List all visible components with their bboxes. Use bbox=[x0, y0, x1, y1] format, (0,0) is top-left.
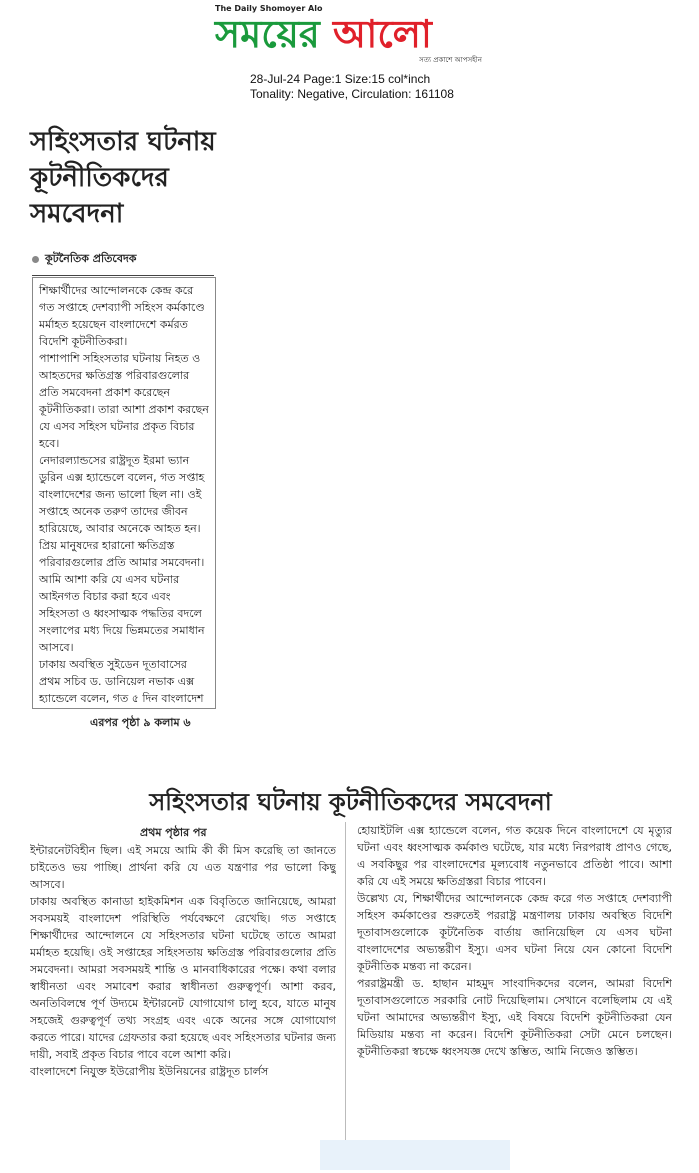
meta-line-2: Tonality: Negative, Circulation: 161108 bbox=[250, 87, 454, 101]
byline bbox=[32, 250, 214, 276]
paragraph: ইন্টারনেটবিহীন ছিল। এই সময়ে আমি কী কী মিস করেছি তা জানতে চাইতেও ভয় পাচ্ছি। প্রার্থনা করি যে এত যন্ত্রণার পর ভালো কিছু আসবে। bbox=[30, 844, 336, 891]
jump-headline: সহিংসতার ঘটনায় কূটনীতিকদের সমবেদনা bbox=[149, 788, 552, 816]
bullet-icon bbox=[32, 256, 39, 263]
byline-text: কূটনৈতিক প্রতিবেদক bbox=[45, 252, 137, 265]
paragraph: ঢাকায় অবস্থিত কানাডা হাইকমিশন এক বিবৃতিতে জানিয়েছে, আমরা সবসময়ই বাংলাদেশ পরিস্থিতি পর্যবেক্ষণে রেখেছি। গত সপ্তাহে শিক্ষার্থীদের আন্দোলনে যে সহিংসতার ঘটনা ঘটেছে তাতে আমরা মর্মাহত হয়েছি। ওই সপ্তাহের সহিংসতায় ক্ষতিগ্রস্ত পরিবারগুলোর প্রতি সমবেদনা। আমরা সবসময়ই শান্তি ও মানবাধিকারের পক্ষে। কথা বলার স্বাধীনতা এবং সমাবেশ করার স্বাধীনতা গুরুত্বপূর্ণ। আশা করব, অনতিবিলম্বে পূর্ণ উদ্যমে ইন্টারনেট যোগাযোগ চালু হবে, যাতে মানুষ সহজেই গুরুত্বপূর্ণ তথ্য সংগ্রহ এবং একে অনের সঙ্গে যোগাযোগ করতে পারে। যাদের গ্রেফতার করা হয়েছে এবং সহিংসতার ঘটনার জন্য দায়ী, সবাই প্রকৃত বিচার পাবে বলে আশা করি। bbox=[30, 895, 336, 1061]
front-article-body bbox=[32, 277, 216, 709]
paragraph: পাশাপাশি সহিংসতার ঘটনায় নিহত ও আহতদের ক্ষতিগ্রস্ত পরিবারগুলোর প্রতি সমবেদনা প্রকাশ করেছেন কূটনীতিকরা। তারা আশা প্রকাশ করছেন যে এসব সহিংস ঘটনার প্রকৃত বিচার হবে। bbox=[39, 352, 209, 450]
column-divider bbox=[345, 822, 346, 1140]
logo-part-green: সময়ের bbox=[215, 12, 320, 56]
paragraph: নেদারল্যান্ডসের রাষ্ট্রদূত ইরমা ভ্যান ডুরিন এক্স হ্যান্ডেলে বলেন, গত সপ্তাহ বাংলাদেশের জন্য ভালো ছিল না। ওই সপ্তাহে অনেক তরুণ তাদের জীবন হারিয়েছে, আবার অনেকে আহত হন। প্রিয় মানুষদের হারানো ক্ষতিগ্রস্ত পরিবারগুলোর প্রতি আমার সমবেদনা। আমি আশা করি যে এসব ঘটনার আইনগত বিচার করা হবে এবং সহিংসতা ও ধ্বংসাত্মক পদ্ধতির বদলে সংলাপের মধ্য দিয়ে ভিন্নমতের সমাধান আসবে। bbox=[39, 454, 205, 654]
logo-part-red: আলো bbox=[333, 12, 432, 56]
masthead-tagline: সত্য প্রকাশে আপসহীন bbox=[419, 56, 482, 64]
front-headline-line: সমবেদনা bbox=[30, 199, 124, 229]
clipping-meta bbox=[250, 72, 454, 102]
continued-from-notice: প্রথম পৃষ্ঠার পর bbox=[140, 826, 207, 839]
front-headline bbox=[30, 124, 230, 232]
paragraph: বাংলাদেশে নিযুক্ত ইউরোপীয় ইউনিয়নের রাষ্ট্রদূত চার্লস bbox=[30, 1065, 269, 1078]
front-headline-line: সহিংসতার ঘটনায় bbox=[30, 127, 216, 157]
jump-article-right-column bbox=[357, 822, 672, 1142]
paragraph: শিক্ষার্থীদের আন্দোলনকে কেন্দ্র করে গত সপ্তাহে দেশব্যাপী সহিংস কর্মকাণ্ডে মর্মাহত হয়েছেন বাংলাদেশে কর্মরত বিদেশি কূটনীতিকরা। bbox=[39, 284, 205, 348]
watermark bbox=[320, 1140, 510, 1170]
masthead-english-name: The Daily Shomoyer Alo bbox=[215, 4, 323, 13]
paragraph: ঢাকায় অবস্থিত সুইডেন দূতাবাসের প্রথম সচিব ড. ডানিয়েল নভাক এক্স হ্যান্ডেলে বলেন, গত ৫ দিন বাংলাদেশ bbox=[39, 658, 204, 705]
newspaper-logo bbox=[215, 12, 432, 56]
meta-line-1: 28-Jul-24 Page:1 Size:15 col*inch bbox=[250, 72, 431, 86]
paragraph: পররাষ্ট্রমন্ত্রী ড. হাছান মাহমুদ সাংবাদিকদের বলেন, আমরা বিদেশি দূতাবাসগুলোতে সরকারি নোট দিয়েছিলাম। সেখানে বলেছিলাম যে এই ঘটনা আমাদের অভ্যন্তরীণ ইস্যু, এই বিষয়ে বিদেশি কূটনীতিকরা যেন মিডিয়ায় মন্তব্য না করেন। বিদেশি কূটনীতিকরা সেটা মেনে চলছেন। কূটনীতিকরা স্বচক্ষে ধ্বংসযজ্ঞ দেখে স্তম্ভিত, আমি নিজেও স্তম্ভিত। bbox=[357, 977, 672, 1058]
paragraph: উল্লেখ্য যে, শিক্ষার্থীদের আন্দোলনকে কেন্দ্র করে গত সপ্তাহে দেশব্যাপী সহিংস কর্মকাণ্ডের শুরুতেই পররাষ্ট্র মন্ত্রণালয় ঢাকায় অবস্থিত বিদেশি দূতাবাসগুলোকে কূটনৈতিক বার্তায় জানিয়েছিল যে এসব ঘটনা বাংলাদেশের অভ্যন্তরীণ ইস্যু। এসব ঘটনা নিয়ে যেন কোনো বিদেশি কূটনীতিক মন্তব্য না করেন। bbox=[357, 892, 672, 973]
continued-notice: এরপর পৃষ্ঠা ৯ কলাম ৬ bbox=[90, 716, 191, 729]
front-headline-line: কূটনীতিকদের bbox=[30, 163, 169, 193]
paragraph: হোয়াইটলি এক্স হ্যান্ডেলে বলেন, গত কয়েক দিনে বাংলাদেশে যে মৃত্যুর ঘটনা এবং ধ্বংসাত্মক কর্মকাণ্ড ঘটেছে, যার মধ্যে নিরপরাধ প্রাণও গেছে, এ সবকিছুর পর বাংলাদেশের মূল্যবোধ নতুনভাবে প্রতিষ্ঠা পাবে। আশা করি যে এই সময়ে ক্ষতিগ্রস্তরা বিচার পাবেন। bbox=[357, 824, 672, 888]
jump-article-left-column bbox=[30, 842, 336, 1142]
masthead bbox=[215, 4, 490, 66]
